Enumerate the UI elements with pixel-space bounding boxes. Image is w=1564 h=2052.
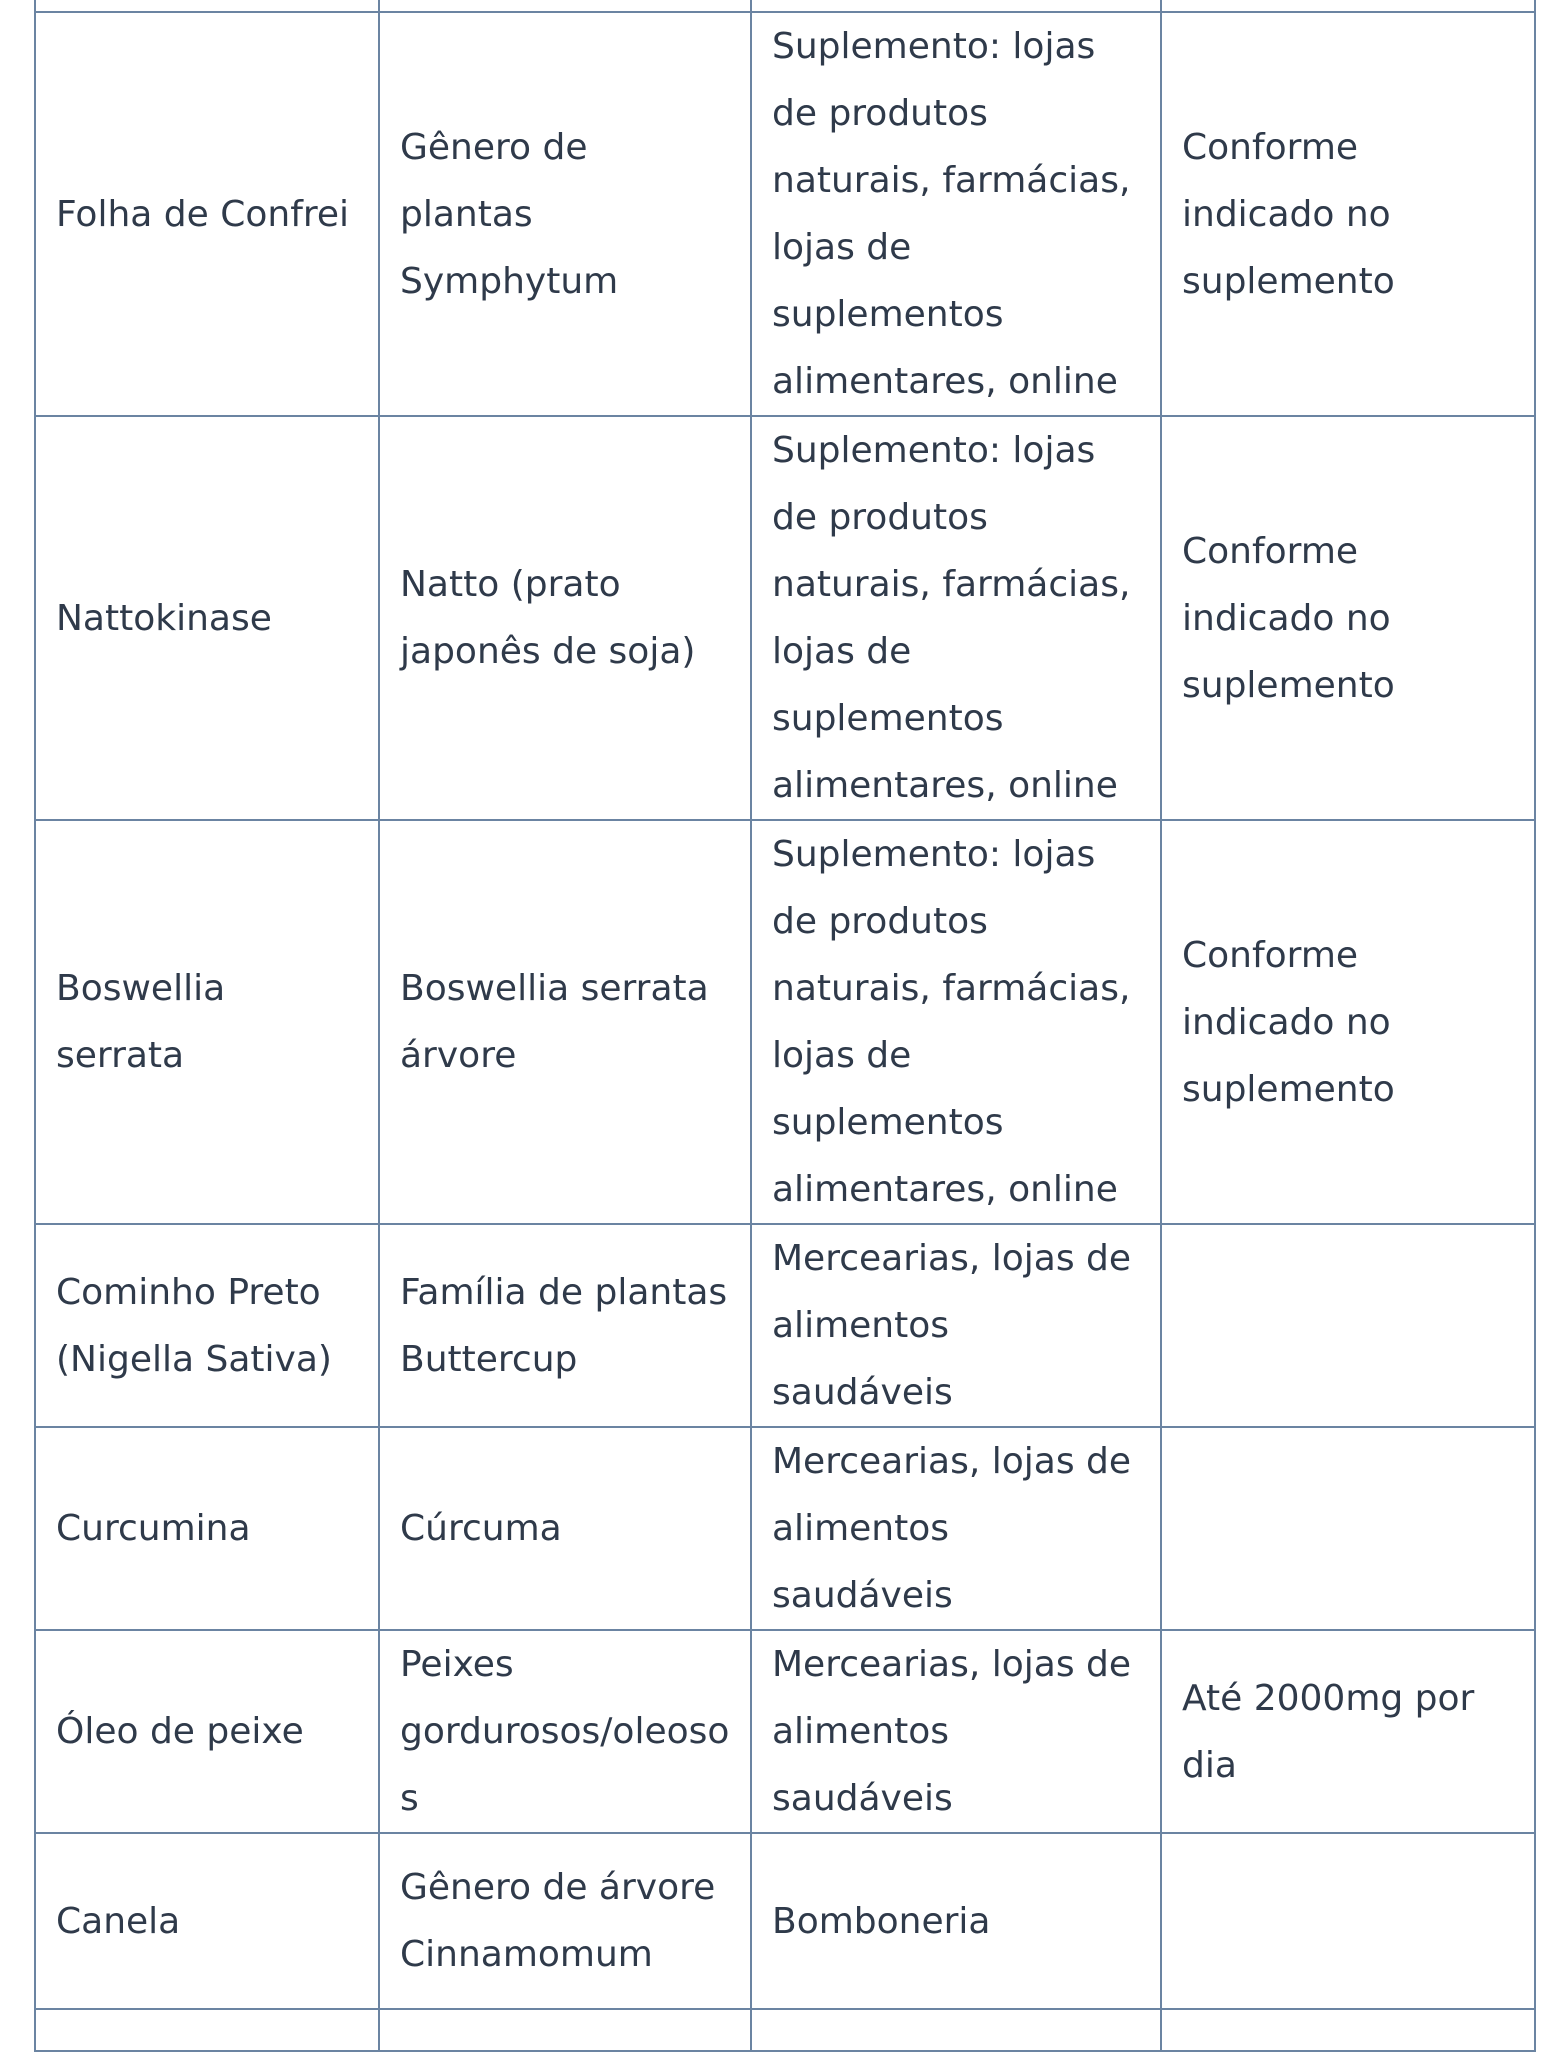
table-row-partial-bottom bbox=[35, 2009, 1535, 2051]
table-cell-where-to-buy: Suplemento: lojas de produtos naturais, farmácias, lojas de suplementos alimentares, online bbox=[751, 416, 1161, 820]
table-cell-source: Gênero de árvore Cinnamomum bbox=[379, 1833, 751, 2009]
table-cell-where-to-buy: Suplemento: lojas de produtos naturais, farmácias, lojas de suplementos alimentares, online bbox=[751, 820, 1161, 1224]
table-cell bbox=[1161, 0, 1535, 12]
table-cell-source: Família de plantas Buttercup bbox=[379, 1224, 751, 1427]
table-cell-dosage bbox=[1161, 1833, 1535, 2009]
table-cell-dosage: Conforme indicado no suplemento bbox=[1161, 12, 1535, 416]
table-cell-where-to-buy: Mercearias, lojas de alimentos saudáveis bbox=[751, 1630, 1161, 1833]
table-cell-name: Boswellia serrata bbox=[35, 820, 379, 1224]
table-cell-dosage: Até 2000mg por dia bbox=[1161, 1630, 1535, 1833]
table-cell-name: Canela bbox=[35, 1833, 379, 2009]
table-cell-name: Folha de Confrei bbox=[35, 12, 379, 416]
table-cell bbox=[1161, 2009, 1535, 2051]
table-row bbox=[35, 820, 1535, 1224]
table-cell-source: Peixes gordurosos/oleosos bbox=[379, 1630, 751, 1833]
table-cell bbox=[35, 2009, 379, 2051]
supplement-table bbox=[34, 0, 1536, 2052]
table-cell-name: Cominho Preto (Nigella Sativa) bbox=[35, 1224, 379, 1427]
table-cell bbox=[379, 2009, 751, 2051]
table-cell-dosage bbox=[1161, 1427, 1535, 1630]
table-cell bbox=[379, 0, 751, 12]
supplement-table-container bbox=[34, 0, 1534, 2052]
table-cell bbox=[751, 2009, 1161, 2051]
table-row bbox=[35, 1630, 1535, 1833]
table-cell-where-to-buy: Mercearias, lojas de alimentos saudáveis bbox=[751, 1224, 1161, 1427]
table-cell-source: Natto (prato japonês de soja) bbox=[379, 416, 751, 820]
table-cell-source: Cúrcuma bbox=[379, 1427, 751, 1630]
table-cell-source: Boswellia serrata árvore bbox=[379, 820, 751, 1224]
table-cell-dosage: Conforme indicado no suplemento bbox=[1161, 416, 1535, 820]
table-cell-where-to-buy: Bomboneria bbox=[751, 1833, 1161, 2009]
table-cell-name: Nattokinase bbox=[35, 416, 379, 820]
table-row bbox=[35, 12, 1535, 416]
table-row bbox=[35, 1833, 1535, 2009]
table-cell-name: Óleo de peixe bbox=[35, 1630, 379, 1833]
table-cell bbox=[751, 0, 1161, 12]
table-row-partial-top bbox=[35, 0, 1535, 12]
table-cell-name: Curcumina bbox=[35, 1427, 379, 1630]
table-row bbox=[35, 1224, 1535, 1427]
table-cell bbox=[35, 0, 379, 12]
table-row bbox=[35, 1427, 1535, 1630]
table-cell-where-to-buy: Suplemento: lojas de produtos naturais, farmácias, lojas de suplementos alimentares, online bbox=[751, 12, 1161, 416]
table-cell-dosage bbox=[1161, 1224, 1535, 1427]
table-row bbox=[35, 416, 1535, 820]
table-cell-source: Gênero de plantas Symphytum bbox=[379, 12, 751, 416]
table-cell-dosage: Conforme indicado no suplemento bbox=[1161, 820, 1535, 1224]
table-cell-where-to-buy: Mercearias, lojas de alimentos saudáveis bbox=[751, 1427, 1161, 1630]
